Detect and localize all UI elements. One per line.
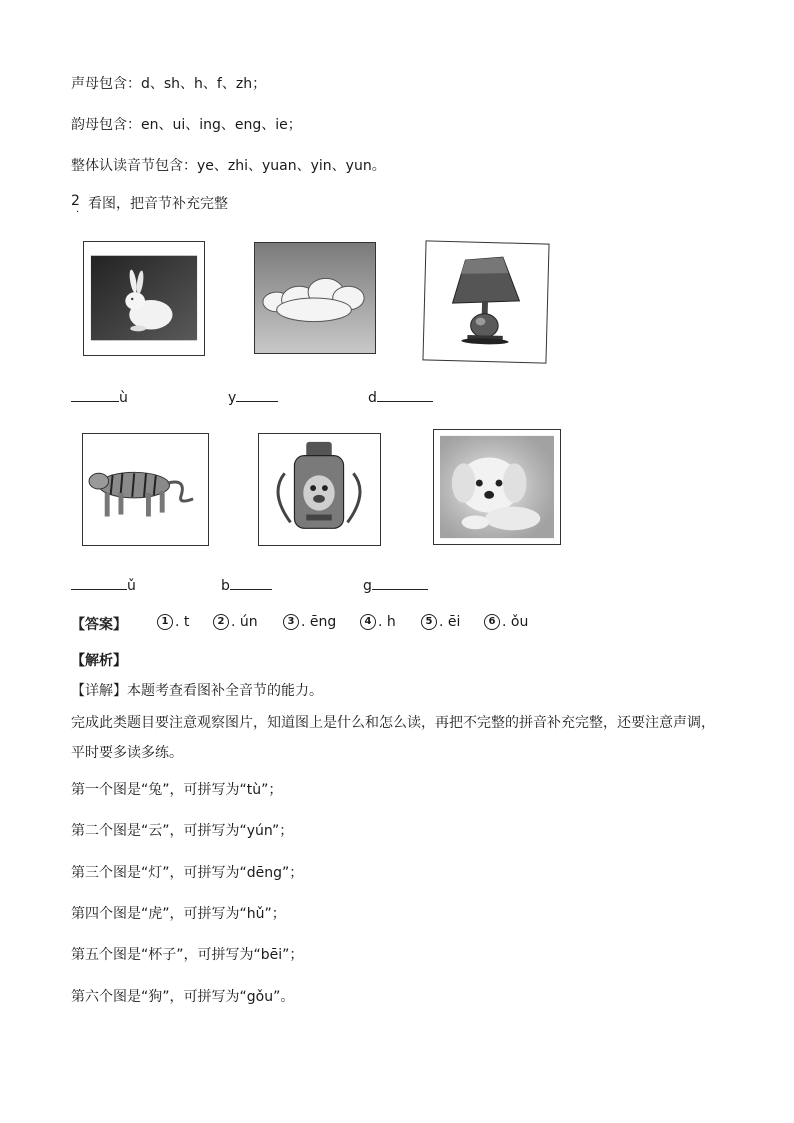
analysis-para-2: 平时要多读多练。	[71, 745, 183, 761]
answer-item-6: 6 . ǒu	[484, 614, 528, 630]
rabbit-icon	[84, 242, 204, 355]
question-number: 2 ·	[71, 193, 80, 218]
cup-icon	[259, 434, 380, 545]
analysis-line-5: 第五个图是“杯子”，可拼写为“bēi”；	[71, 947, 304, 963]
answer-row	[71, 614, 529, 634]
rabbit-picture	[83, 241, 205, 356]
cloud-picture	[254, 242, 376, 354]
tiger-icon	[83, 434, 208, 545]
dog-icon	[434, 430, 560, 544]
cloud-icon	[255, 243, 375, 353]
dog-picture	[433, 429, 561, 545]
answer-tag: 【答案】	[71, 617, 127, 633]
blank-6[interactable]: g	[363, 575, 428, 594]
answer-item-4: 4 . h	[360, 614, 396, 630]
answer-item-2: 2 . ún	[213, 614, 258, 630]
question-text: 看图，把音节补充完整	[88, 196, 228, 212]
analysis-line-4: 第四个图是“虎”，可拼写为“hǔ”；	[71, 906, 286, 922]
answer-item-1: 1 . t	[157, 614, 189, 630]
blank-3[interactable]: d	[368, 387, 433, 406]
analysis-line-2: 第二个图是“云”，可拼写为“yún”；	[71, 823, 294, 839]
tiger-picture	[82, 433, 209, 546]
analysis-detail: 【详解】本题考查看图补全音节的能力。	[71, 683, 323, 699]
analysis-line-1: 第一个图是“兔”，可拼写为“tù”；	[71, 782, 283, 798]
analysis-para-1: 完成此类题目要注意观察图片，知道图上是什么和怎么读，再把不完整的拼音补充完整，还要注意声调，	[71, 715, 715, 731]
analysis-line-6: 第六个图是“狗”，可拼写为“gǒu”。	[71, 989, 295, 1005]
cup-picture	[258, 433, 381, 546]
analysis-tag: 【解析】	[71, 653, 127, 669]
blank-1[interactable]: ù	[71, 387, 128, 406]
blank-2[interactable]: y	[228, 387, 278, 406]
analysis-line-3: 第三个图是“灯”，可拼写为“dēng”；	[71, 865, 304, 881]
shengmu-line: 声母包含：d、sh、h、f、zh；	[71, 76, 267, 92]
zhengti-line: 整体认读音节包含：ye、zhi、yuan、yin、yun。	[71, 158, 386, 174]
answer-item-3: 3 . ēng	[283, 614, 336, 630]
lamp-picture	[422, 240, 549, 363]
blank-5[interactable]: b	[221, 575, 272, 594]
blank-4[interactable]: ǔ	[71, 575, 136, 594]
answer-item-5: 5 . ēi	[421, 614, 460, 630]
yunmu-line: 韵母包含：en、ui、ing、eng、ie；	[71, 117, 302, 133]
lamp-icon	[423, 241, 548, 362]
